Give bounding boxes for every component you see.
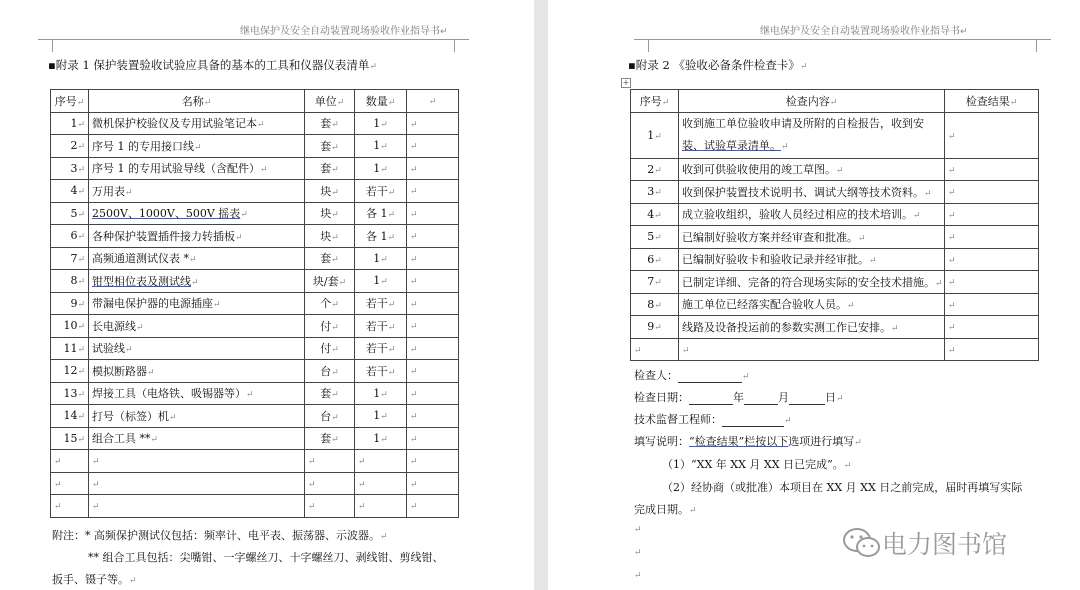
note-line-1: 附注：* 高频保护测试仪包括：频率计、电平表、振荡器、示波器。↵ xyxy=(52,529,388,542)
cell-result: ↵ xyxy=(945,316,1039,339)
cell-name: 试验线↵ xyxy=(89,337,305,360)
table-row xyxy=(631,316,1039,339)
cell-extra: ↵ xyxy=(407,292,459,315)
cell-index: 9↵ xyxy=(51,292,89,315)
table-row xyxy=(51,135,459,158)
option-1: （1）“XX 年 XX 月 XX 日已完成”。↵ xyxy=(662,458,852,471)
option-2: （2）经协商（或批准）本项目在 XX 月 XX 日之前完成，届时再填写实际 xyxy=(662,481,1023,494)
cell-unit: 块↵ xyxy=(305,202,355,225)
cell-result: ↵ xyxy=(945,203,1039,226)
cell-index: 7↵ xyxy=(631,271,679,294)
cell-result: ↵ xyxy=(945,248,1039,271)
col-header-result: 检查结果↵ xyxy=(945,90,1039,113)
table-row xyxy=(51,180,459,203)
cell-quantity: 1↵ xyxy=(355,247,407,270)
cell-extra: ↵ xyxy=(407,112,459,135)
table-header-row xyxy=(631,90,1039,113)
table-row-empty xyxy=(631,338,1039,361)
cell-name: 带漏电保护器的电源插座↵ xyxy=(89,292,305,315)
watermark xyxy=(842,525,1007,561)
cell-content: 已制定详细、完备的符合现场实际的安全技术措施。↵ xyxy=(679,271,945,294)
cell-index: 5↵ xyxy=(51,202,89,225)
cell-extra: ↵ xyxy=(407,427,459,450)
cell-name: 万用表↵ xyxy=(89,180,305,203)
col-header-index: 序号↵ xyxy=(631,90,679,113)
table-row xyxy=(51,157,459,180)
cell-content: 线路及设备投运前的参数实测工作已安排。↵ xyxy=(679,316,945,339)
crop-mark-right xyxy=(1036,39,1051,52)
cell-result: ↵ xyxy=(945,158,1039,181)
table-row xyxy=(631,181,1039,204)
cell-unit: 套↵ xyxy=(305,382,355,405)
cell-name: 打号（标签）机↵ xyxy=(89,405,305,428)
table-header-row xyxy=(51,90,459,113)
table-row-empty xyxy=(51,450,459,473)
cell-unit: 付↵ xyxy=(305,315,355,338)
cell-index: ↵ xyxy=(51,450,89,473)
cell-extra: ↵ xyxy=(407,180,459,203)
cell-index: ↵ xyxy=(51,472,89,495)
cell-name: ↵ xyxy=(89,472,305,495)
inspection-checklist-table xyxy=(630,89,1039,361)
cell-unit: 套↵ xyxy=(305,112,355,135)
cell-content: 成立验收组织，验收人员经过相应的技术培训。↵ xyxy=(679,203,945,226)
cell-unit: ↵ xyxy=(305,495,355,518)
cell-extra: ↵ xyxy=(407,225,459,248)
cell-index: 12↵ xyxy=(51,360,89,383)
cell-name: 序号 1 的专用试验导线（含配件）↵ xyxy=(89,157,305,180)
cell-index: 9↵ xyxy=(631,316,679,339)
table-row-empty xyxy=(51,495,459,518)
cell-unit: 台↵ xyxy=(305,360,355,383)
cell-unit: ↵ xyxy=(305,450,355,473)
cell-extra: ↵ xyxy=(407,202,459,225)
cell-quantity: 若干↵ xyxy=(355,315,407,338)
cell-unit: 付↵ xyxy=(305,337,355,360)
col-header-unit: 单位↵ xyxy=(305,90,355,113)
cell-index: 4↵ xyxy=(51,180,89,203)
cell-quantity: 若干↵ xyxy=(355,180,407,203)
cell-quantity: 各 1↵ xyxy=(355,225,407,248)
cell-name: 钳型相位表及测试线↵ xyxy=(89,270,305,293)
note-line-2: ** 组合工具包括：尖嘴钳、一字螺丝刀、十字螺丝刀、剥线钳、剪线钳、 xyxy=(88,551,444,564)
cell-extra: ↵ xyxy=(407,315,459,338)
cell-quantity: 若干↵ xyxy=(355,337,407,360)
cell-content: 收到保护装置技术说明书、调试大纲等技术资料。↵ xyxy=(679,181,945,204)
cell-name: 组合工具 **↵ xyxy=(89,427,305,450)
cell-index: 13↵ xyxy=(51,382,89,405)
cell-name: 序号 1 的专用接口线↵ xyxy=(89,135,305,158)
instruction-line: 填写说明：“检查结果”栏按以下选项进行填写↵ xyxy=(634,435,862,448)
cell-result: ↵ xyxy=(945,293,1039,316)
cell-content: 施工单位已经落实配合验收人员。↵ xyxy=(679,293,945,316)
cell-index: 11↵ xyxy=(51,337,89,360)
col-header-quantity: 数量↵ xyxy=(355,90,407,113)
cell-unit: 套↵ xyxy=(305,247,355,270)
cell-index: 2↵ xyxy=(631,158,679,181)
cell-index: ↵ xyxy=(51,495,89,518)
cell-index: 3↵ xyxy=(51,157,89,180)
table-row xyxy=(631,158,1039,181)
cell-name: ↵ xyxy=(89,450,305,473)
table-row xyxy=(51,382,459,405)
inspector-field[interactable] xyxy=(678,370,742,383)
table-row xyxy=(631,293,1039,316)
watermark-text: 电力图书馆 xyxy=(882,530,1008,559)
page-header: 继电保护及安全自动装置现场验收作业指导书↵ xyxy=(760,26,968,37)
col-header-index: 序号↵ xyxy=(51,90,89,113)
table-row xyxy=(631,271,1039,294)
cell-index: 1↵ xyxy=(631,112,679,158)
table-row xyxy=(51,427,459,450)
cell-name: 高频通道测试仪表 *↵ xyxy=(89,247,305,270)
table-row xyxy=(51,247,459,270)
cell-quantity: 1↵ xyxy=(355,135,407,158)
cell-content: 收到可供验收使用的竣工草图。↵ xyxy=(679,158,945,181)
cell-name: 各种保护装置插件接力转插板↵ xyxy=(89,225,305,248)
cell-result: ↵ xyxy=(945,181,1039,204)
cell-name: ↵ xyxy=(89,495,305,518)
crop-mark-right xyxy=(454,39,469,52)
header-rule xyxy=(52,39,454,40)
empty-paragraph-mark: ↵ xyxy=(634,571,642,581)
table-row xyxy=(51,315,459,338)
crop-mark-left xyxy=(634,39,649,52)
cell-extra: ↵ xyxy=(407,360,459,383)
col-header-content: 检查内容↵ xyxy=(679,90,945,113)
cell-quantity: 各 1↵ xyxy=(355,202,407,225)
cell-unit: 套↵ xyxy=(305,157,355,180)
cell-quantity: 若干↵ xyxy=(355,292,407,315)
month-field[interactable] xyxy=(744,392,778,405)
appendix2-title: ▪附录 2 《验收必备条件检查卡》↵ xyxy=(628,58,808,72)
cell-content: ↵ xyxy=(679,338,945,361)
cell-index: 8↵ xyxy=(631,293,679,316)
inspector-line: 检查人： ↵ xyxy=(634,369,750,382)
cell-index: 14↵ xyxy=(51,405,89,428)
table-row xyxy=(51,225,459,248)
cell-index: 2↵ xyxy=(51,135,89,158)
cell-extra: ↵ xyxy=(407,135,459,158)
appendix1-title: ▪附录 1 保护装置验收试验应具备的基本的工具和仪器仪表清单↵ xyxy=(48,58,377,72)
table-row xyxy=(631,226,1039,249)
cell-index: 7↵ xyxy=(51,247,89,270)
table-row xyxy=(631,203,1039,226)
empty-paragraph-mark: ↵ xyxy=(634,548,642,558)
cell-unit: 块↵ xyxy=(305,180,355,203)
cell-quantity: 1↵ xyxy=(355,112,407,135)
cell-quantity: ↵ xyxy=(355,450,407,473)
cell-extra: ↵ xyxy=(407,157,459,180)
cell-unit: 个↵ xyxy=(305,292,355,315)
cell-unit: 套↵ xyxy=(305,427,355,450)
header-rule xyxy=(648,39,1036,40)
cell-content: 已编制好验收卡和验收记录并经审批。↵ xyxy=(679,248,945,271)
cell-extra: ↵ xyxy=(407,405,459,428)
col-header-name: 名称↵ xyxy=(89,90,305,113)
col-header-extra: ↵ xyxy=(407,90,459,113)
empty-paragraph-mark: ↵ xyxy=(634,525,642,535)
cell-index: 3↵ xyxy=(631,181,679,204)
note-line-3: 扳手、镊子等。↵ xyxy=(52,573,137,586)
table-row-empty xyxy=(51,472,459,495)
cell-quantity: ↵ xyxy=(355,472,407,495)
table-row xyxy=(51,112,459,135)
cell-unit: 块↵ xyxy=(305,225,355,248)
cell-unit: 块/套↵ xyxy=(305,270,355,293)
cell-index: ↵ xyxy=(631,338,679,361)
cell-extra: ↵ xyxy=(407,247,459,270)
date-line: 检查日期： 年 月 日↵ xyxy=(634,391,844,404)
cell-result: ↵ xyxy=(945,112,1039,158)
table-row xyxy=(51,337,459,360)
engineer-line: 技术监督工程师： ↵ xyxy=(634,413,792,426)
cell-extra: ↵ xyxy=(407,382,459,405)
cell-index: 5↵ xyxy=(631,226,679,249)
cell-result: ↵ xyxy=(945,271,1039,294)
wechat-icon xyxy=(842,526,882,560)
table-row xyxy=(51,202,459,225)
cell-extra: ↵ xyxy=(407,472,459,495)
cell-name: 2500V、1000V、500V 摇表↵ xyxy=(89,202,305,225)
cell-extra: ↵ xyxy=(407,337,459,360)
cell-index: 10↵ xyxy=(51,315,89,338)
document-page-2 xyxy=(548,0,1080,590)
cell-index: 6↵ xyxy=(631,248,679,271)
cell-result: ↵ xyxy=(945,226,1039,249)
cell-quantity: 1↵ xyxy=(355,157,407,180)
cell-index: 15↵ xyxy=(51,427,89,450)
crop-mark-left xyxy=(38,39,53,52)
cell-quantity: 1↵ xyxy=(355,405,407,428)
cell-quantity: ↵ xyxy=(355,495,407,518)
cell-quantity: 1↵ xyxy=(355,427,407,450)
page-header: 继电保护及安全自动装置现场验收作业指导书↵ xyxy=(240,26,448,37)
table-row xyxy=(51,292,459,315)
cell-quantity: 若干↵ xyxy=(355,360,407,383)
tool-list-table xyxy=(50,89,459,518)
cell-quantity: 1↵ xyxy=(355,270,407,293)
table-row xyxy=(51,360,459,383)
table-row xyxy=(51,270,459,293)
cell-index: 8↵ xyxy=(51,270,89,293)
option-2-continued: 完成日期。↵ xyxy=(634,503,697,516)
year-field[interactable] xyxy=(689,392,733,405)
cell-index: 4↵ xyxy=(631,203,679,226)
table-row xyxy=(631,248,1039,271)
table-move-handle-icon[interactable]: + xyxy=(622,78,630,87)
cell-content: 已编制好验收方案并经审查和批准。↵ xyxy=(679,226,945,249)
cell-result: ↵ xyxy=(945,338,1039,361)
cell-name: 长电源线↵ xyxy=(89,315,305,338)
cell-name: 微机保护校验仪及专用试验笔记本↵ xyxy=(89,112,305,135)
cell-name: 焊接工具（电烙铁、吸锡器等）↵ xyxy=(89,382,305,405)
day-field[interactable] xyxy=(789,392,825,405)
cell-unit: ↵ xyxy=(305,472,355,495)
table-row xyxy=(51,405,459,428)
cell-extra: ↵ xyxy=(407,495,459,518)
cell-content: 收到施工单位验收申请及所附的自检报告，收到安 装、试验草录清单。↵ xyxy=(679,112,945,158)
cell-index: 6↵ xyxy=(51,225,89,248)
cell-extra: ↵ xyxy=(407,450,459,473)
engineer-field[interactable] xyxy=(722,414,784,427)
cell-quantity: 1↵ xyxy=(355,382,407,405)
document-page-1 xyxy=(0,0,534,590)
cell-unit: 套↵ xyxy=(305,135,355,158)
cell-unit: 台↵ xyxy=(305,405,355,428)
cell-name: 模拟断路器↵ xyxy=(89,360,305,383)
table-row xyxy=(631,112,1039,158)
cell-index: 1↵ xyxy=(51,112,89,135)
cell-extra: ↵ xyxy=(407,270,459,293)
